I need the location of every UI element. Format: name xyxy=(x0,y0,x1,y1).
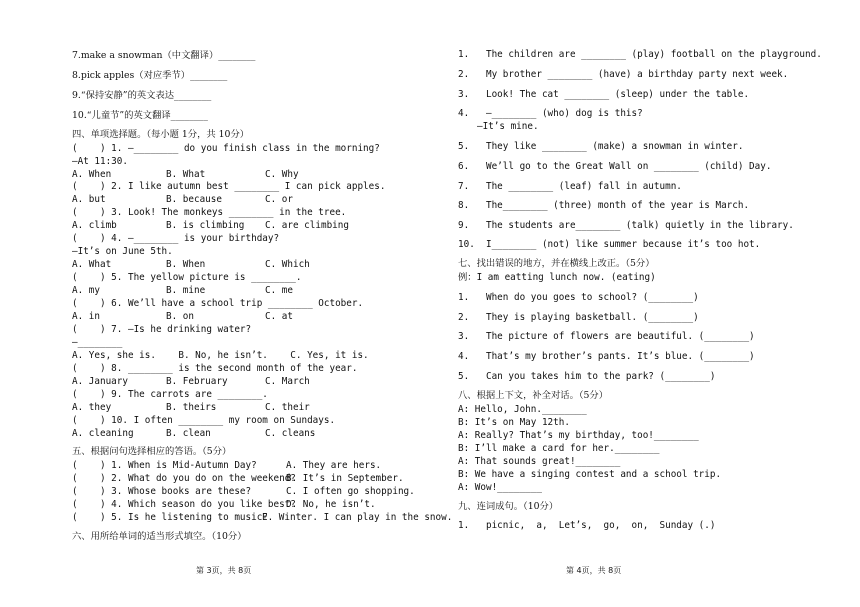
fill-question-1: 1. The children are ________ (play) football on the playground. xyxy=(458,49,822,60)
option-a: A. What xyxy=(72,259,112,270)
option-b: B. on xyxy=(166,311,194,322)
mc-question-5: ( ) 5. The yellow picture is ________. xyxy=(72,272,302,283)
match-answer-b: B. It’s in September. xyxy=(286,473,404,484)
option-a: A. When xyxy=(72,169,112,180)
error-question-4: 4. That’s my brother’s pants. It’s blue. (________) xyxy=(458,351,755,362)
option-a: A. my xyxy=(72,285,100,296)
section-7-example: 例：I am eatting lunch now. (eating) xyxy=(458,272,656,283)
question-line: 10.“儿童节”的英文翻译________ xyxy=(72,110,208,121)
mc-question-3: ( ) 3. Look! The monkeys ________ in the tree. xyxy=(72,207,347,218)
match-question-1: ( ) 1. When is Mid-Autumn Day? xyxy=(72,460,257,471)
fill-question-3: 3. Look! The cat ________ (sleep) under the table. xyxy=(458,89,750,100)
section-5-heading: 五、根据问句选择相应的答语。（5分） xyxy=(72,446,232,457)
option-b: B. because xyxy=(166,194,222,205)
question-line: 8.pick apples（对应季节）________ xyxy=(72,70,228,81)
option-b: B. clean xyxy=(166,428,211,439)
option-c: C. cleans xyxy=(265,428,316,439)
dialogue-line: A: Wow!________ xyxy=(458,482,542,493)
option-b: B. February xyxy=(166,376,228,387)
dialogue-line: B: We have a singing contest and a school trip. xyxy=(458,469,722,480)
match-question-4: ( ) 4. Which season do you like best? xyxy=(72,499,296,510)
fill-question-4: 4. —________ (who) dog is this? xyxy=(458,108,643,119)
dialogue-line: B: I’ll make a card for her.________ xyxy=(458,443,660,454)
error-question-5: 5. Can you takes him to the park? (________) xyxy=(458,371,716,382)
mc-question-6: ( ) 6. We’ll have a school trip ________ October. xyxy=(72,298,364,309)
match-question-5: ( ) 5. Is he listening to music? xyxy=(72,512,268,523)
option-a: A. cleaning xyxy=(72,428,134,439)
fill-question-2: 2. My brother ________ (have) a birthday party next week. xyxy=(458,69,789,80)
section-8-heading: 八、根据上下文，补全对话。（5分） xyxy=(458,390,609,401)
option-b: B. What xyxy=(166,169,206,180)
mc-question-10: ( ) 10. I often ________ my room on Sundays. xyxy=(72,415,336,426)
mc-question-9: ( ) 9. The carrots are ________. xyxy=(72,389,268,400)
option-a: A. they xyxy=(72,402,112,413)
error-question-3: 3. The picture of flowers are beautiful. (________) xyxy=(458,331,755,342)
option-b: B. mine xyxy=(166,285,206,296)
dialogue-line: A: That sounds great!________ xyxy=(458,456,621,467)
section-6-heading: 六、用所给单词的适当形式填空。（10分） xyxy=(72,531,247,542)
option-c: C. or xyxy=(265,194,293,205)
mc-question-4: ( ) 4. —________ is your birthday? xyxy=(72,233,280,244)
match-question-2: ( ) 2. What do you do on the weekend? xyxy=(72,473,296,484)
error-question-1: 1. When do you goes to school? (________) xyxy=(458,292,699,303)
word-order-question-1: 1. picnic, a, Let’s, go, on, Sunday (.) xyxy=(458,520,716,531)
mc-question-4-reply: —It’s on June 5th. xyxy=(72,246,173,257)
option-b: B. is climbing xyxy=(166,220,245,231)
mc-question-7: ( ) 7. —Is he drinking water? xyxy=(72,324,252,335)
match-question-3: ( ) 3. Whose books are these? xyxy=(72,486,252,497)
option-b: B. theirs xyxy=(166,402,217,413)
option-c: C. Why xyxy=(265,169,299,180)
dialogue-line: A: Really? That’s my birthday, too!________ xyxy=(458,430,699,441)
match-answer-d: D. No, he isn’t. xyxy=(286,499,376,510)
option-a: A. but xyxy=(72,194,106,205)
mc-question-1: ( ) 1. —________ do you finish class in the morning? xyxy=(72,143,380,154)
option-c: C. their xyxy=(265,402,310,413)
option-c: C. March xyxy=(265,376,310,387)
page-footer: 第 3页，共 8页 xyxy=(196,566,252,575)
option-c: C. me xyxy=(265,285,293,296)
fill-question-10: 10. I________ (not) like summer because it’s too hot. xyxy=(458,239,761,250)
mc-question-2: ( ) 2. I like autumn best ________ I can pick apples. xyxy=(72,181,386,192)
option-c: C. at xyxy=(265,311,293,322)
fill-question-8: 8. The________ (three) month of the year is March. xyxy=(458,200,750,211)
mc-question-7-reply: —________ xyxy=(72,337,123,348)
section-4-heading: 四、单项选择题。（每小题 1分，共 10分） xyxy=(72,129,250,140)
fill-question-7: 7. The ________ (leaf) fall in autumn. xyxy=(458,181,682,192)
mc-question-8: ( ) 8. ________ is the second month of the year. xyxy=(72,363,358,374)
section-7-heading: 七、找出错误的地方，并在横线上改正。（5分） xyxy=(458,258,655,269)
dialogue-line: B: It’s on May 12th. xyxy=(458,417,570,428)
option-a: A. climb xyxy=(72,220,117,231)
section-9-heading: 九、连词成句。（10分） xyxy=(458,501,559,512)
options-row: A. Yes, she is. B. No, he isn’t. C. Yes, it is. xyxy=(72,350,369,361)
option-a: A. in xyxy=(72,311,100,322)
question-line: 9.“保持安静”的英文表达________ xyxy=(72,90,212,101)
option-b: B. When xyxy=(166,259,206,270)
error-question-2: 2. They is playing basketball. (________) xyxy=(458,312,699,323)
fill-question-9: 9. The students are________ (talk) quietly in the library. xyxy=(458,220,794,231)
question-line: 7.make a snowman（中文翻译）________ xyxy=(72,50,256,61)
match-answer-c: C. I often go shopping. xyxy=(286,486,415,497)
fill-question-6: 6. We’ll go to the Great Wall on ________ (child) Day. xyxy=(458,161,772,172)
option-a: A. January xyxy=(72,376,128,387)
page-footer: 第 4页，共 8页 xyxy=(566,566,622,575)
match-answer-a: A. They are hers. xyxy=(286,460,382,471)
dialogue-line: A: Hello, John.________ xyxy=(458,404,587,415)
match-answer-e: E. Winter. I can play in the snow. xyxy=(262,512,453,523)
fill-question-4-reply: —It’s mine. xyxy=(477,121,539,132)
fill-question-5: 5. They like ________ (make) a snowman in winter. xyxy=(458,141,744,152)
mc-question-1-reply: —At 11:30. xyxy=(72,156,128,167)
option-c: C. are climbing xyxy=(265,220,349,231)
option-c: C. Which xyxy=(265,259,310,270)
